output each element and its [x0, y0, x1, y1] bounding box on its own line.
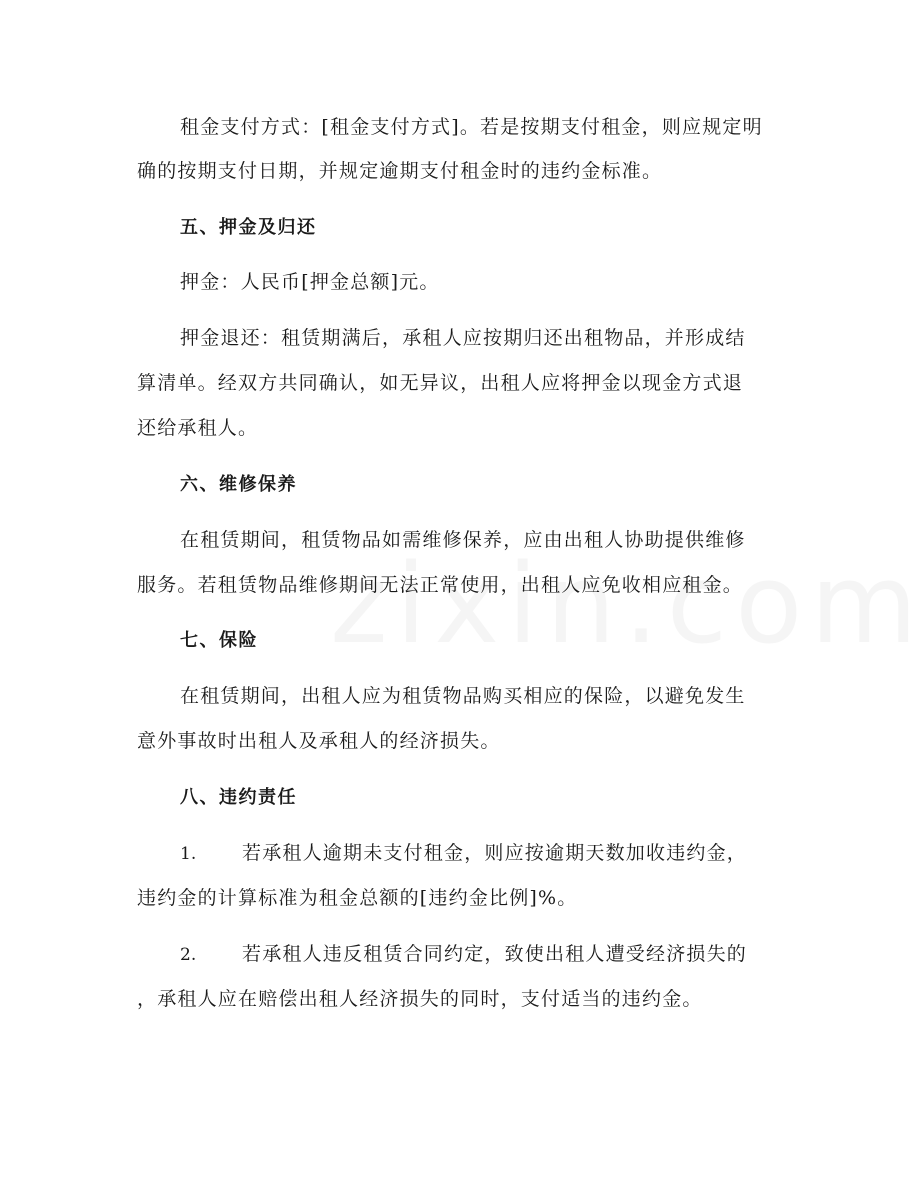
section-heading-maintenance: 六、维修保养	[180, 474, 297, 495]
maintenance-line-1: 在租赁期间，租赁物品如需维修保养，应由出租人协助提供维修	[180, 529, 746, 551]
deposit-return-line-3: 还给承租人。	[137, 417, 259, 439]
deposit-amount-line: 押金：人民币[押金总额]元。	[180, 271, 440, 293]
deposit-return-line-2: 算清单。经双方共同确认，如无异议，出租人应将押金以现金方式退	[137, 372, 744, 394]
liability-item-1-line-2: 违约金的计算标准为租金总额的[违约金比例]%。	[137, 887, 578, 909]
insurance-line-1: 在租赁期间，出租人应为租赁物品购买相应的保险，以避免发生	[180, 685, 746, 707]
payment-method-line-2: 确的按期支付日期，并规定逾期支付租金时的违约金标准。	[137, 160, 663, 182]
liability-item-number: 1.	[180, 844, 197, 864]
section-heading-deposit: 五、押金及归还	[180, 217, 317, 238]
section-heading-liability: 八、违约责任	[180, 787, 297, 808]
maintenance-line-2: 服务。若租赁物品维修期间无法正常使用，出租人应免收相应租金。	[137, 574, 744, 596]
liability-item-number: 2.	[180, 945, 197, 965]
insurance-line-2: 意外事故时出租人及承租人的经济损失。	[137, 730, 501, 752]
liability-item-1-line-1: 若承租人逾期未支付租金，则应按逾期天数加收违约金，	[242, 842, 748, 864]
watermark	[330, 540, 920, 668]
liability-item-2-line-2: ，承租人应在赔偿出租人经济损失的同时，支付适当的违约金。	[137, 988, 703, 1010]
liability-item-2-line-1: 若承租人违反租赁合同约定，致使出租人遭受经济损失的	[242, 943, 748, 965]
payment-method-line-1: 租金支付方式：[租金支付方式]。若是按期支付租金，则应规定明	[180, 116, 763, 138]
deposit-return-line-1: 押金退还：租赁期满后，承租人应按期归还出租物品，并形成结	[180, 327, 746, 349]
section-heading-insurance: 七、保险	[180, 630, 258, 651]
